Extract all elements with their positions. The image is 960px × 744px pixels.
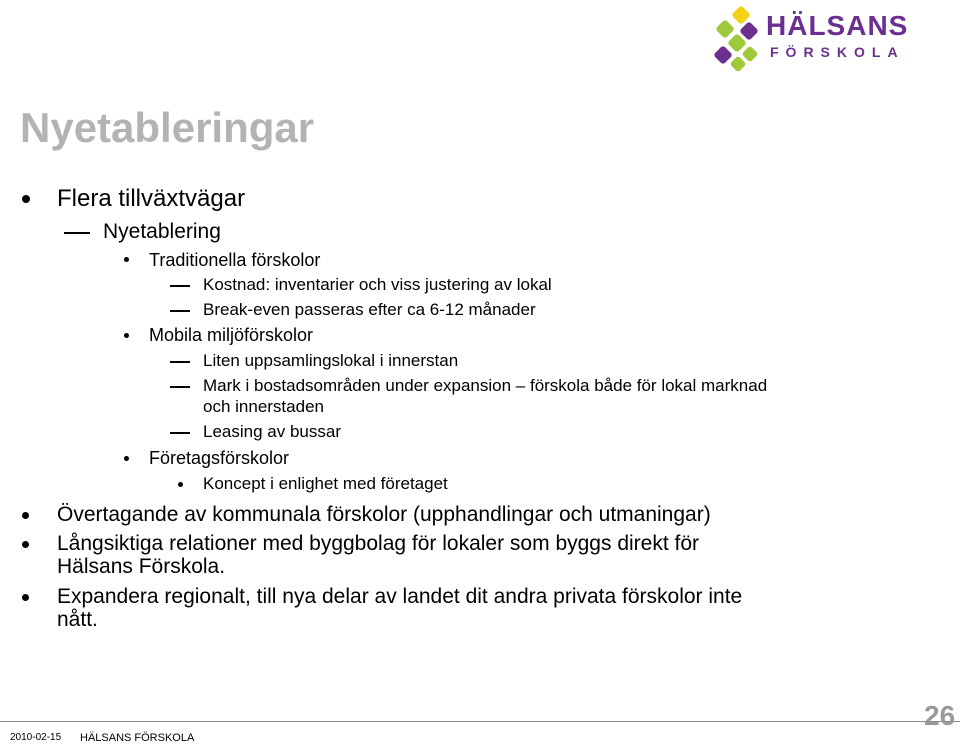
dash-icon (64, 232, 90, 234)
dash-icon (170, 386, 190, 388)
bullet-dot-icon (22, 594, 29, 601)
dash-icon (170, 285, 190, 287)
bullet-dot-icon (124, 333, 129, 338)
bullet-level1: Flera tillväxtvägar (57, 185, 246, 212)
bullet-level1: Övertagande av kommunala förskolor (upphandlingar och utmaningar) (57, 503, 711, 526)
footer-date: 2010-02-15 (10, 732, 62, 743)
footer-organization: HÄLSANS FÖRSKOLA (80, 732, 195, 744)
bullet-dot-icon (124, 257, 129, 262)
puzzle-logo-icon (712, 6, 768, 74)
bullet-level3: Mobila miljöförskolor (149, 325, 314, 345)
slide-title: Nyetableringar (20, 104, 315, 151)
dash-icon (170, 310, 190, 312)
bullet-dot-icon (124, 456, 129, 461)
bullet-level4: Liten uppsamlingslokal i innerstan (203, 351, 459, 370)
bullet-level4-continuation: och innerstaden (203, 397, 324, 416)
bullet-level2: Nyetablering (103, 220, 221, 243)
bullet-level4: Leasing av bussar (203, 422, 341, 441)
bullet-dot-icon (22, 195, 30, 203)
bullet-level1-continuation: Hälsans Förskola. (57, 555, 226, 578)
logo-subtitle: FÖRSKOLA (770, 44, 905, 60)
dash-icon (170, 432, 190, 434)
bullet-level1: Expandera regionalt, till nya delar av landet dit andra privata förskolor inte (57, 585, 743, 608)
footer-divider (0, 721, 960, 722)
bullet-level1-continuation: nått. (57, 608, 98, 631)
bullet-level4: Kostnad: inventarier och viss justering av lokal (203, 275, 552, 294)
bullet-dot-icon (22, 541, 29, 548)
logo-name: HÄLSANS (766, 10, 909, 41)
dash-icon (170, 361, 190, 363)
bullet-level4: Koncept i enlighet med företaget (203, 474, 448, 493)
bullet-level4: Break-even passeras efter ca 6-12 månader (203, 300, 536, 319)
bullet-level3: Företagsförskolor (149, 448, 290, 468)
bullet-dot-icon (22, 512, 29, 519)
company-logo (712, 6, 922, 76)
bullet-level1: Långsiktiga relationer med byggbolag för lokaler som byggs direkt för (57, 532, 700, 555)
bullet-level4: Mark i bostadsområden under expansion – förskola både för lokal marknad (203, 376, 768, 395)
bullet-dot-icon (178, 482, 183, 487)
bullet-level3: Traditionella förskolor (149, 250, 321, 270)
page-number: 26 (924, 700, 956, 731)
